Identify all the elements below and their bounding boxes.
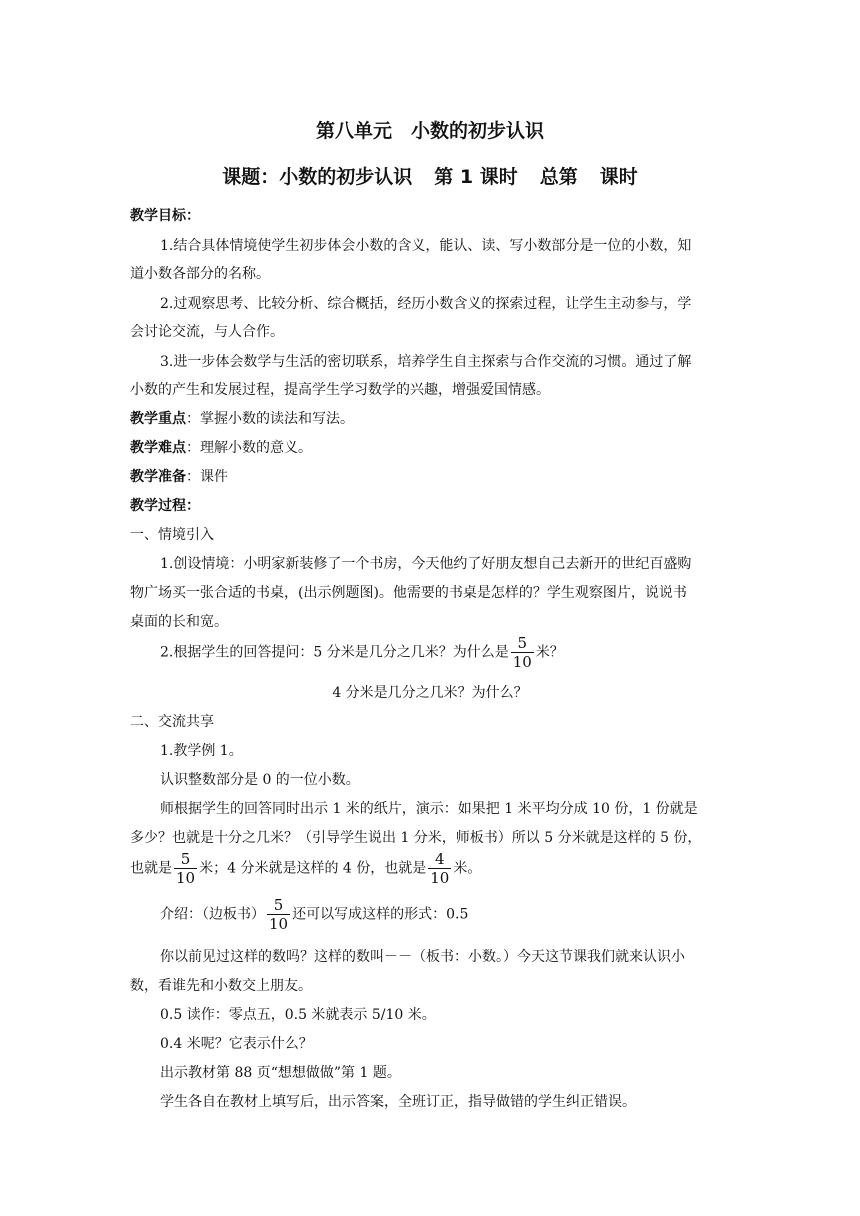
lesson-title: [0, 162, 860, 189]
lesson-part4: 课时: [599, 166, 638, 188]
key-points: [130, 409, 354, 429]
lesson-part2: 课时: [479, 166, 518, 188]
fraction-denominator: 10: [430, 869, 450, 887]
objective-2b: 会讨论交流，与人合作。: [130, 324, 284, 340]
example-3c: [130, 850, 481, 887]
difficulties-text: 理解小数的意义。: [200, 440, 312, 456]
prep-label: 教学准备: [130, 469, 186, 485]
fraction-4-10: [428, 850, 451, 887]
scene-2a: [160, 634, 564, 671]
example-2: 认识整数部分是 0 的一位小数。: [160, 772, 360, 788]
scene-1b: 物广场买一张合适的书桌，(出示例题图)。他需要的书桌是怎样的？学生观察图片，说说书: [130, 585, 687, 601]
example-3a: 师根据学生的回答同时出示 1 米的纸片，演示：如果把 1 米平均分成 10 份，1 份就是: [160, 801, 698, 817]
example-1: 1.教学例 1。: [160, 743, 243, 759]
scene-1a: 1.创设情境：小明家新装修了一个书房，今天他约了好朋友想自己去新开的世纪百盛购: [160, 556, 692, 572]
objective-3b: 小数的产生和发展过程，提高学生学习数学的兴趣，增强爱国情感。: [130, 382, 550, 398]
lesson-part3: 总第: [539, 166, 578, 188]
difficulties-colon: ：: [186, 440, 200, 456]
fraction-denominator: 10: [269, 915, 289, 933]
fraction-5-10: [174, 850, 197, 887]
fraction-numerator: 5: [267, 896, 290, 915]
objective-1b: 道小数各部分的名称。: [130, 266, 270, 282]
fraction-denominator: 10: [176, 869, 196, 887]
key-points-label: 教学重点: [130, 411, 186, 427]
section-1-heading: 一、情境引入: [130, 527, 214, 543]
scene-2a-suffix: 米？: [535, 644, 564, 661]
fraction-denominator: 10: [512, 653, 532, 671]
example-3b: 多少？也就是十分之几米？（引导学生说出 1 分米，师板书）所以 5 分米就是这样的 5 份，: [130, 830, 702, 846]
prep-text: 课件: [200, 469, 228, 485]
fraction-numerator: 4: [428, 850, 451, 869]
prep-colon: ：: [186, 469, 200, 485]
unit-title: 第八单元 小数的初步认识: [315, 120, 544, 142]
fraction-5-10: [267, 896, 290, 933]
lesson-prefix: 课题：小数的初步认识: [222, 166, 413, 188]
fraction-numerator: 5: [511, 634, 534, 653]
example-6: 0.5 读作：零点五，0.5 米就表示 5/10 米。: [160, 1007, 436, 1023]
objectives-heading: 教学目标：: [130, 208, 200, 224]
preparation: [130, 467, 228, 487]
lesson-num1: 1: [459, 166, 474, 188]
example-5a: 你以前见过这样的数吗？这样的数叫－－（板书：小数。）今天这节课我们就来认识小: [160, 949, 685, 965]
example-4b: 还可以写成这样的形式：0.5: [292, 906, 469, 923]
objective-2a: 2.过观察思考、比较分析、综合概括，经历小数含义的探索过程，让学生主动参与，学: [160, 296, 692, 312]
example-3c-2: 米；4 分米就是这样的 4 份，也就是: [199, 860, 427, 877]
example-7: 0.4 米呢？它表示什么？: [160, 1036, 313, 1052]
example-3c-1: 也就是: [130, 860, 172, 877]
scene-2c: 4 分米是几分之几米？为什么？: [332, 685, 528, 701]
objective-3a: 3.进一步体会数学与生活的密切联系，培养学生自主探索与合作交流的习惯。通过了解: [160, 354, 692, 370]
section-2-heading: 二、交流共享: [130, 714, 214, 730]
scene-1c: 桌面的长和宽。: [130, 614, 228, 630]
objective-1a: 1.结合具体情境使学生初步体会小数的含义，能认、读、写小数部分是一位的小数，知: [160, 238, 692, 254]
example-9: 学生各自在教材上填写后，出示答案，全班订正，指导做错的学生纠正错误。: [160, 1094, 636, 1110]
difficulties-label: 教学难点: [130, 440, 186, 456]
example-4: [160, 896, 468, 933]
difficulties: [130, 438, 312, 458]
scene-2a-text: 2.根据学生的回答提问：5 分米是几分之几米？为什么是: [160, 644, 509, 661]
process-heading: 教学过程：: [130, 498, 200, 514]
example-5b: 数，看谁先和小数交上朋友。: [130, 978, 312, 994]
example-4a: 介绍：（边板书）: [160, 906, 265, 923]
fraction-5-10: [511, 634, 534, 671]
example-8: 出示教材第 88 页“想想做做”第 1 题。: [160, 1065, 401, 1081]
fraction-numerator: 5: [174, 850, 197, 869]
example-3c-3: 米。: [453, 860, 482, 877]
key-points-text: 掌握小数的读法和写法。: [200, 411, 354, 427]
key-points-colon: ：: [186, 411, 200, 427]
lesson-part1: 第: [434, 166, 454, 188]
